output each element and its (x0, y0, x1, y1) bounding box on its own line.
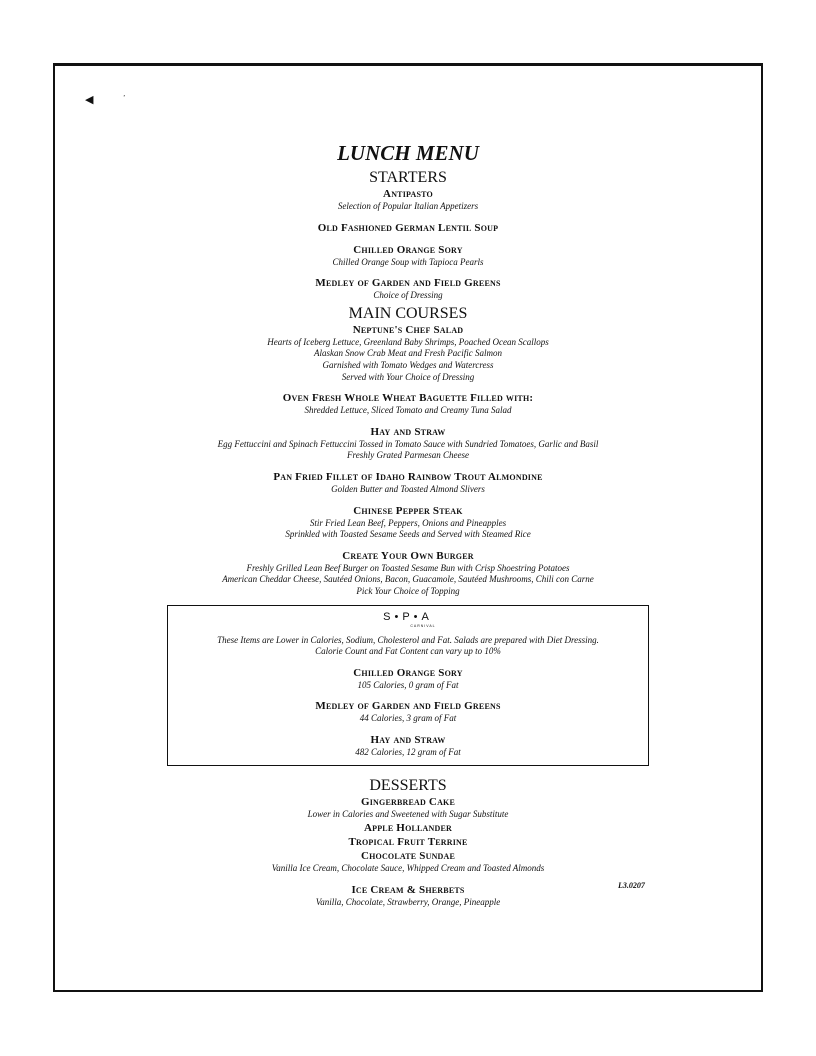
dish-name: Gingerbread Cake (360, 796, 456, 809)
spa-logo-sub: CARNIVAL (410, 623, 436, 628)
dish-description: 44 Calories, 3 gram of Fat (359, 713, 457, 724)
dish-name: Chilled Orange Sory (353, 666, 463, 679)
dish-description: Garnished with Tomato Wedges and Watercress (322, 359, 494, 370)
dish-description: Stir Fried Lean Beef, Peppers, Onions and Pineapples (309, 517, 507, 528)
dish-name: Oven Fresh Whole Wheat Baguette Filled with: (282, 392, 534, 405)
dish-description: Hearts of Iceberg Lettuce, Greenland Baby Shrimps, Poached Ocean Scallops (267, 336, 549, 347)
dish-name: Chocolate Sundae (360, 850, 456, 863)
dish-name: Old Fashioned German Lentil Soup (317, 221, 499, 234)
spa-logo: S•P•A (383, 610, 433, 623)
dish-name: Medley of Garden and Field Greens (315, 700, 501, 713)
dish-description: Vanilla, Chocolate, Strawberry, Orange, Pineapple (315, 896, 501, 907)
dish-description: Alaskan Snow Crab Meat and Fresh Pacific Salmon (314, 348, 502, 359)
spa-note: Calorie Count and Fat Content can vary up to 10% (315, 646, 501, 657)
dish-name: Hay and Straw (370, 733, 446, 746)
starters-list (56, 188, 760, 302)
dish-name: Tropical Fruit Terrine (348, 836, 468, 849)
dish-name: Chinese Pepper Steak (353, 504, 463, 517)
dish-description: Served with Your Choice of Dressing (341, 371, 475, 382)
dish-description: American Cheddar Cheese, Sautéed Onions, Bacon, Guacamole, Sautéed Mushrooms, Chili con Carne (222, 574, 594, 585)
menu-code: L3.0207 (618, 881, 645, 890)
dish-name: Apple Hollander (363, 822, 453, 835)
scan-mark-left: ◀ (85, 94, 94, 106)
dish-name: Neptune's Chef Salad (352, 323, 464, 336)
dish-description: Lower in Calories and Sweetened with Sugar Substitute (307, 809, 509, 820)
dish-description: Chilled Orange Soup with Tapioca Pearls (332, 256, 484, 267)
desserts-list (56, 796, 760, 908)
dish-name: Pan Fried Fillet of Idaho Rainbow Trout Almondine (273, 470, 543, 483)
dish-name: Medley of Garden and Field Greens (315, 277, 501, 290)
dish-description: 482 Calories, 12 gram of Fat (355, 746, 461, 757)
dish-description: Freshly Grated Parmesan Cheese (347, 450, 469, 461)
menu-title: LUNCH MENU (337, 141, 479, 165)
dish-description: Egg Fettuccini and Spinach Fettuccini Tossed in Tomato Sauce with Sundried Tomatoes, Garlic and Basil (217, 438, 599, 449)
spa-box (167, 605, 649, 767)
dish-description: Selection of Popular Italian Appetizers (337, 201, 479, 211)
section-heading-desserts: DESSERTS (369, 777, 447, 795)
dish-name: Ice Cream & Sherbets (351, 883, 465, 896)
dish-description: Freshly Grilled Lean Beef Burger on Toasted Sesame Bun with Crisp Shoestring Potatoes (246, 562, 570, 573)
scan-mark-right: ʼ (123, 94, 126, 102)
section-heading-starters: STARTERS (369, 169, 447, 186)
dish-name: Hay and Straw (370, 425, 446, 438)
section-heading-main-courses: MAIN COURSES (348, 304, 468, 322)
dish-name: Create Your Own Burger (342, 549, 474, 562)
menu-content (56, 140, 760, 908)
main-courses-list (56, 324, 760, 598)
dish-description: Sprinkled with Toasted Sesame Seeds and Served with Steamed Rice (285, 529, 531, 540)
dish-description: Choice of Dressing (373, 290, 443, 301)
dish-description: Pick Your Choice of Topping (356, 585, 460, 596)
dish-name: Antipasto (383, 188, 433, 200)
dish-description: Vanilla Ice Cream, Chocolate Sauce, Whipped Cream and Toasted Almonds (271, 863, 545, 874)
dish-description: Shredded Lettuce, Sliced Tomato and Creamy Tuna Salad (304, 405, 512, 416)
dish-description: 105 Calories, 0 gram of Fat (357, 679, 459, 690)
dish-description: Golden Butter and Toasted Almond Slivers (331, 483, 485, 494)
dish-name: Chilled Orange Sory (353, 243, 463, 256)
spa-note: These Items are Lower in Calories, Sodium, Cholesterol and Fat. Salads are prepared with Diet Dressing. (217, 634, 599, 645)
